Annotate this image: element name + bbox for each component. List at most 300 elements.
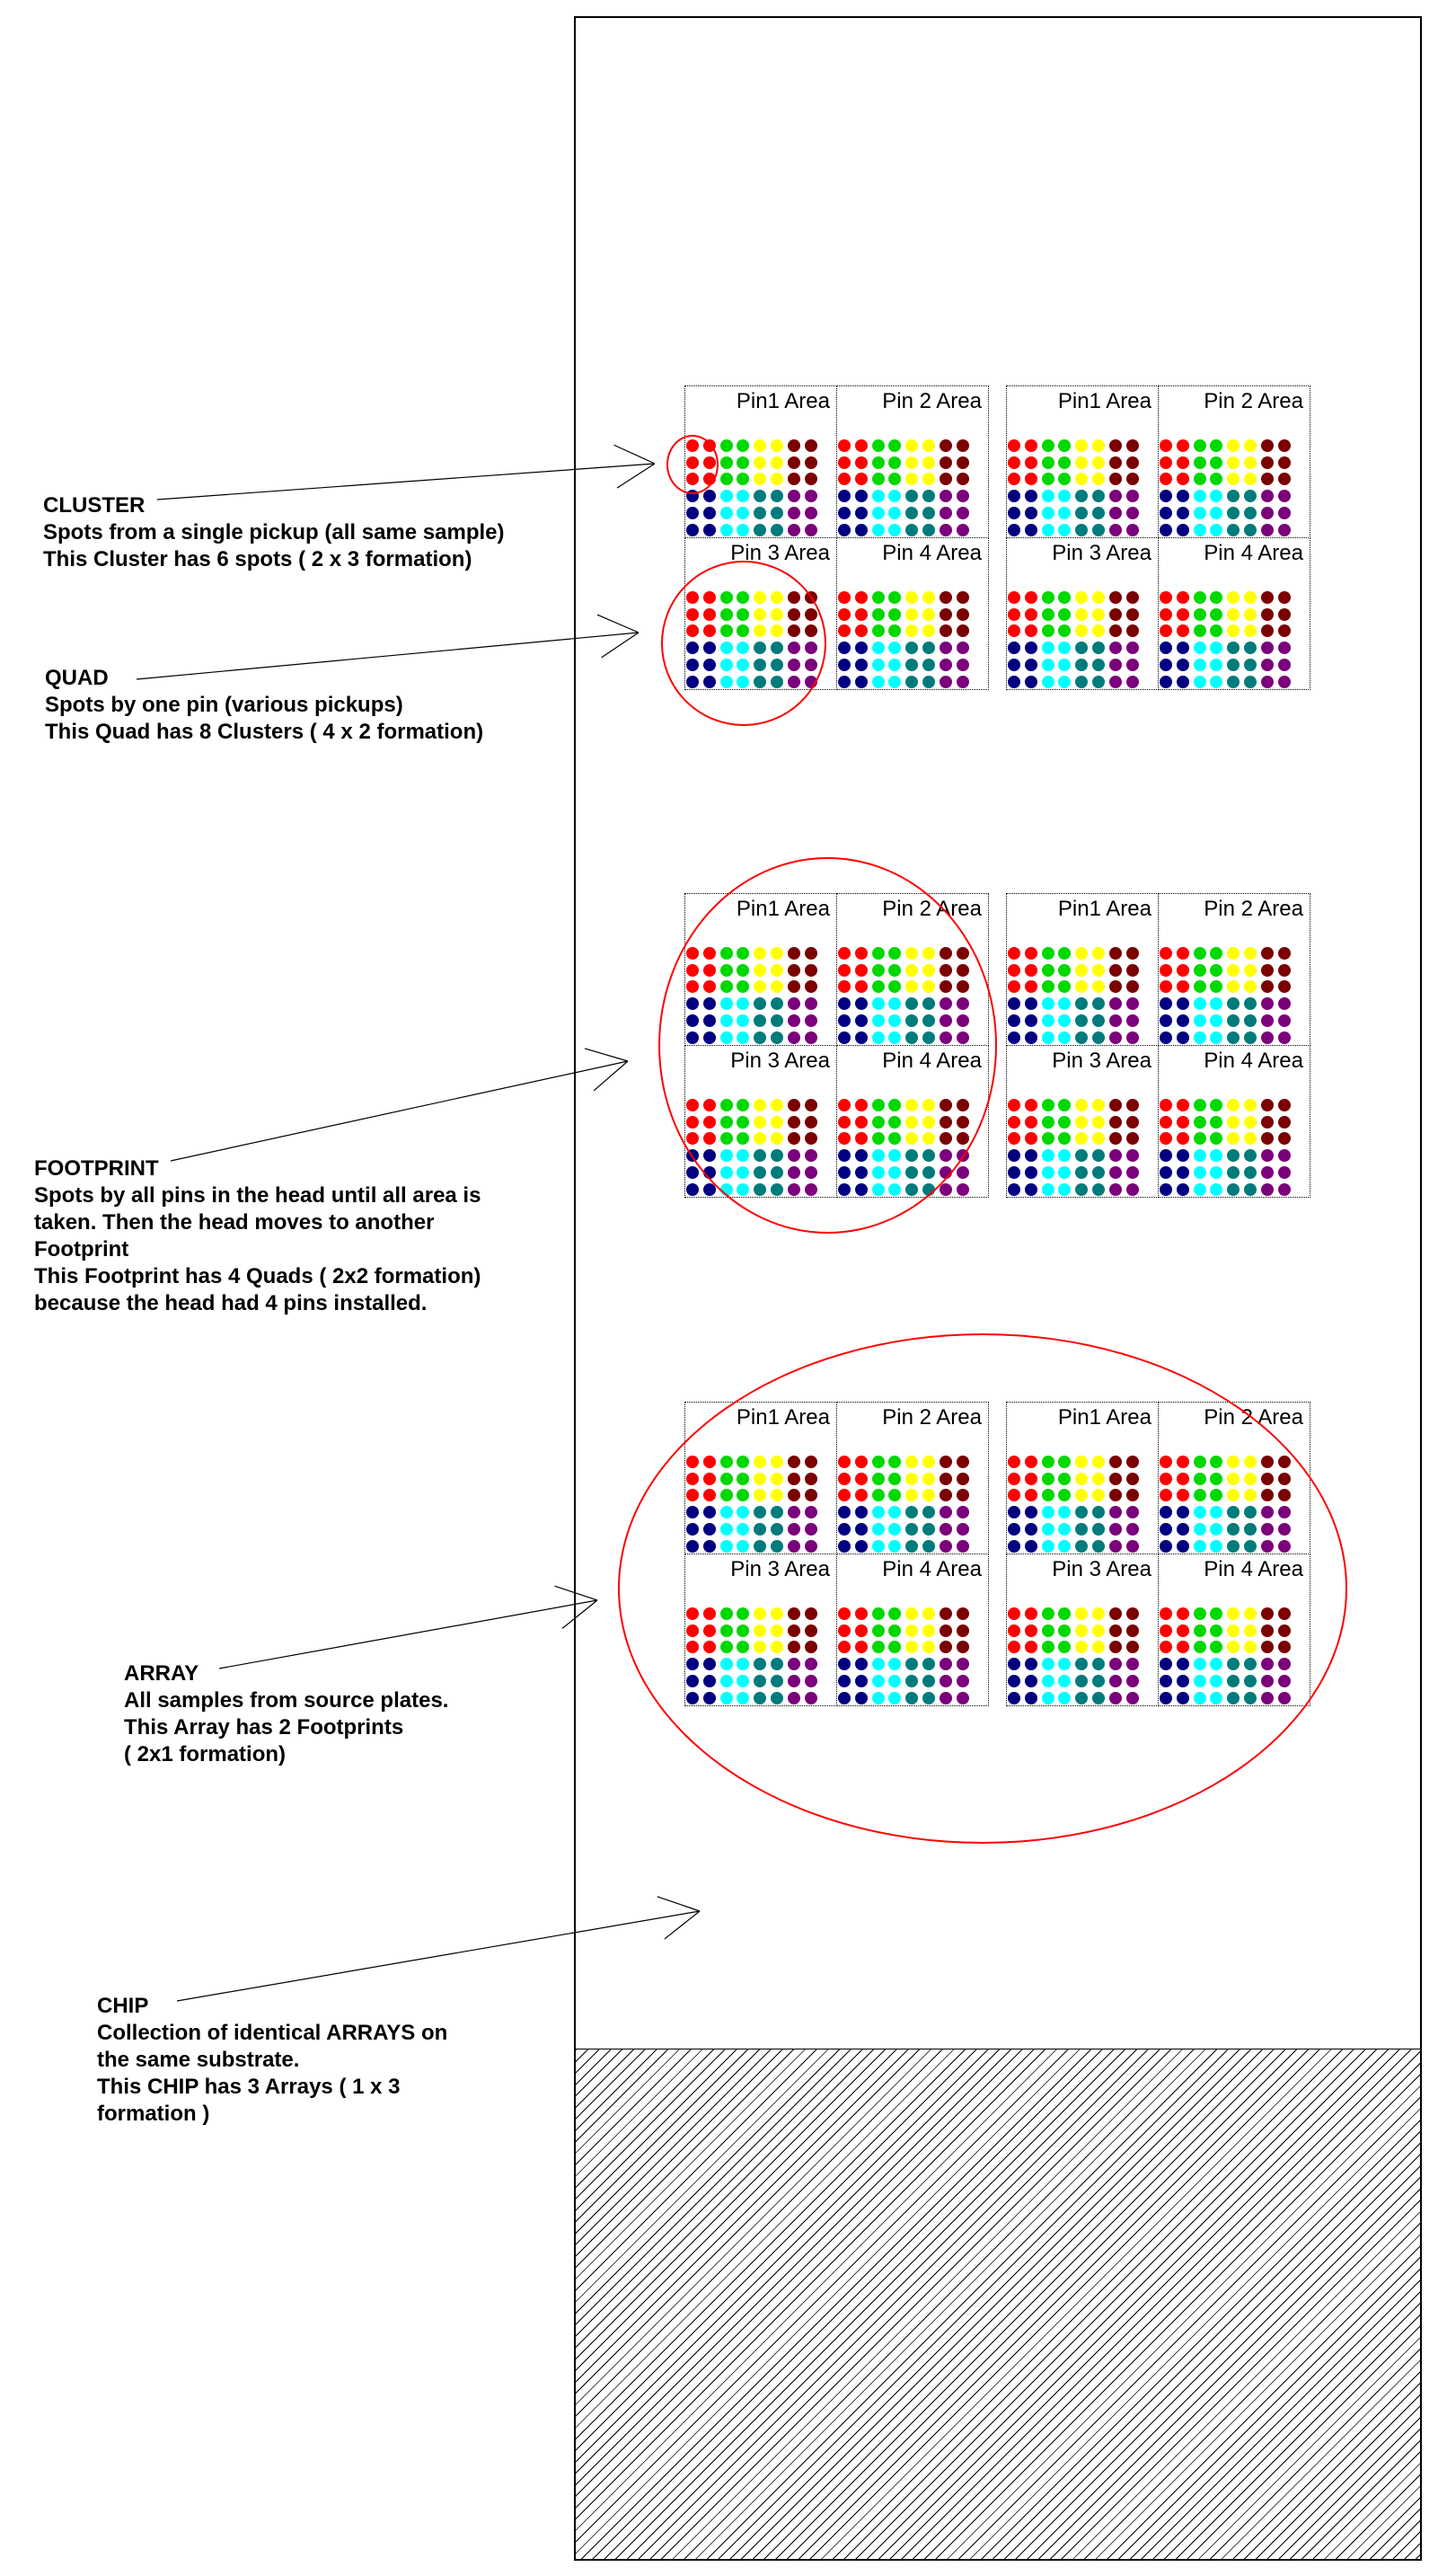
sample-spot (1109, 1183, 1122, 1196)
sample-spot (922, 591, 935, 604)
sample-spot (922, 659, 935, 671)
sample-spot (1075, 624, 1088, 637)
sample-spot (737, 524, 749, 536)
sample-spot (1177, 608, 1189, 621)
sample-spot (1177, 524, 1189, 536)
annotation-footprint-line: Footprint (34, 1237, 129, 1261)
annotation-footprint (34, 1155, 481, 1317)
sample-spot (1261, 1166, 1274, 1179)
sample-spot (1278, 1132, 1291, 1145)
sample-spot (1177, 507, 1189, 519)
sample-spot (1244, 642, 1257, 654)
sample-spot (1075, 997, 1088, 1010)
sample-spot (838, 490, 851, 502)
sample-spot (922, 608, 935, 621)
sample-spot (1210, 676, 1222, 688)
sample-spot (1160, 947, 1172, 960)
sample-spot (1025, 1166, 1037, 1179)
sample-spot (1177, 1014, 1189, 1027)
pin-area-label: Pin1 Area (1057, 1405, 1151, 1430)
sample-spot (957, 624, 969, 637)
sample-spot (1177, 1183, 1189, 1196)
sample-spot (1042, 456, 1054, 469)
sample-spot (1025, 473, 1037, 485)
sample-spot (1008, 947, 1020, 960)
sample-spot (1042, 1166, 1054, 1179)
sample-spot (1058, 490, 1071, 502)
sample-spot (1194, 1099, 1206, 1111)
sample-spot (872, 490, 885, 502)
sample-spot (855, 608, 868, 621)
sample-spot (1227, 659, 1240, 671)
sample-spot (1025, 608, 1037, 621)
sample-spot (1075, 1149, 1088, 1162)
sample-spot (1278, 473, 1291, 485)
sample-spot (1008, 1166, 1020, 1179)
sample-spot (1261, 1132, 1274, 1145)
sample-spot (1210, 591, 1222, 604)
sample-spot (1025, 1014, 1037, 1027)
sample-spot (1278, 947, 1291, 960)
sample-spot (1261, 659, 1274, 671)
sample-spot (1109, 1116, 1122, 1129)
annotation-array-heading: ARRAY (124, 1661, 199, 1686)
sample-spot (922, 439, 935, 452)
sample-spot (720, 473, 733, 485)
sample-spot (1194, 947, 1206, 960)
sample-spot (1278, 490, 1291, 502)
sample-spot (1109, 980, 1122, 993)
pin-area-label: Pin 3 Area (730, 1049, 830, 1073)
sample-spot (754, 456, 766, 469)
sample-spot (838, 473, 851, 485)
sample-spot (1160, 490, 1172, 502)
sample-spot (805, 439, 817, 452)
sample-spot (1092, 642, 1105, 654)
sample-spot (1244, 473, 1257, 485)
sample-spot (1109, 608, 1122, 621)
sample-spot (686, 1183, 699, 1196)
sample-spot (888, 624, 901, 637)
sample-spot (1210, 1183, 1222, 1196)
sample-spot (1244, 1099, 1257, 1111)
sample-spot (888, 524, 901, 536)
sample-spot (1058, 980, 1071, 993)
sample-spot (1227, 456, 1240, 469)
sample-spot (1008, 507, 1020, 519)
sample-spot (1092, 980, 1105, 993)
sample-spot (805, 473, 817, 485)
sample-spot (855, 659, 868, 671)
sample-spot (1058, 642, 1071, 654)
sample-spot (1042, 524, 1054, 536)
sample-spot (1244, 1166, 1257, 1179)
sample-spot (1042, 1132, 1054, 1145)
sample-spot (1261, 1031, 1274, 1044)
sample-spot (1177, 439, 1189, 452)
sample-spot (1177, 1031, 1189, 1044)
sample-spot (1278, 624, 1291, 637)
sample-spot (1126, 997, 1139, 1010)
annotation-footprint-line: Spots by all pins in the head until all area is (34, 1183, 481, 1208)
sample-spot (1008, 964, 1020, 977)
sample-spot (1278, 591, 1291, 604)
sample-spot (1244, 947, 1257, 960)
sample-spot (838, 524, 851, 536)
sample-spot (872, 524, 885, 536)
sample-spot (788, 490, 800, 502)
sample-spot (720, 456, 733, 469)
sample-spot (1042, 1149, 1054, 1162)
sample-spot (720, 490, 733, 502)
sample-spot (1109, 624, 1122, 637)
sample-spot (1075, 1099, 1088, 1111)
sample-spot (1261, 473, 1274, 485)
sample-spot (771, 473, 783, 485)
sample-spot (888, 473, 901, 485)
sample-spot (1227, 1183, 1240, 1196)
sample-spot (957, 676, 969, 688)
sample-spot (1278, 608, 1291, 621)
sample-spot (1177, 1149, 1189, 1162)
sample-spot (1126, 964, 1139, 977)
sample-spot (905, 507, 918, 519)
sample-spot (1058, 591, 1071, 604)
sample-spot (1227, 1116, 1240, 1129)
sample-spot (1042, 997, 1054, 1010)
sample-spot (771, 456, 783, 469)
sample-spot (805, 456, 817, 469)
sample-spot (905, 659, 918, 671)
sample-spot (1075, 456, 1088, 469)
sample-spot (905, 591, 918, 604)
sample-spot (1177, 980, 1189, 993)
sample-spot (1075, 591, 1088, 604)
sample-spot (1244, 608, 1257, 621)
annotation-chip-line: formation ) (97, 2102, 210, 2126)
sample-spot (1092, 1014, 1105, 1027)
sample-spot (940, 591, 952, 604)
sample-spot (855, 507, 868, 519)
sample-spot (1092, 997, 1105, 1010)
sample-spot (1109, 1099, 1122, 1111)
sample-spot (905, 490, 918, 502)
pin-area (1006, 537, 1159, 690)
sample-spot (1160, 439, 1172, 452)
sample-spot (838, 642, 851, 654)
sample-spot (1278, 1149, 1291, 1162)
sample-spot (737, 473, 749, 485)
sample-spot (872, 676, 885, 688)
sample-spot (1210, 490, 1222, 502)
pin-area-label: Pin 2 Area (882, 897, 982, 921)
sample-spot (1058, 1031, 1071, 1044)
sample-spot (1160, 507, 1172, 519)
sample-spot (1126, 439, 1139, 452)
sample-spot (1126, 591, 1139, 604)
sample-spot (855, 624, 868, 637)
pin-area-label: Pin 2 Area (882, 1405, 982, 1430)
sample-spot (1261, 1099, 1274, 1111)
sample-spot (1160, 624, 1172, 637)
sample-spot (1092, 964, 1105, 977)
sample-spot (1008, 439, 1020, 452)
sample-spot (1210, 1031, 1222, 1044)
annotation-chip-line: This CHIP has 3 Arrays ( 1 x 3 (97, 2075, 401, 2099)
pin-area-label: Pin 3 Area (1052, 1557, 1151, 1581)
pin-area-label: Pin 3 Area (1052, 1049, 1151, 1073)
sample-spot (1126, 642, 1139, 654)
sample-spot (720, 507, 733, 519)
sample-spot (922, 624, 935, 637)
pin-area-label: Pin 4 Area (1204, 541, 1303, 565)
pin-area-label: Pin 4 Area (882, 1049, 982, 1073)
sample-spot (1042, 608, 1054, 621)
sample-spot (1025, 980, 1037, 993)
sample-spot (922, 456, 935, 469)
sample-spot (1008, 490, 1020, 502)
sample-spot (1261, 1149, 1274, 1162)
sample-spot (1126, 980, 1139, 993)
sample-spot (1278, 964, 1291, 977)
sample-spot (1008, 1149, 1020, 1162)
sample-spot (1261, 591, 1274, 604)
sample-spot (905, 624, 918, 637)
pin-area (836, 537, 989, 690)
sample-spot (1126, 1149, 1139, 1162)
annotation-array-line: This Array has 2 Footprints (124, 1715, 404, 1739)
sample-spot (1244, 1132, 1257, 1145)
annotation-footprint-line: taken. Then the head moves to another (34, 1210, 435, 1235)
sample-spot (1194, 1031, 1206, 1044)
sample-spot (855, 642, 868, 654)
sample-spot (805, 490, 817, 502)
sample-spot (1109, 947, 1122, 960)
sample-spot (1177, 490, 1189, 502)
sample-spot (1042, 1031, 1054, 1044)
sample-spot (940, 624, 952, 637)
pin-area-label: Pin 2 Area (882, 389, 982, 413)
sample-spot (1227, 1099, 1240, 1111)
sample-spot (1194, 507, 1206, 519)
sample-spot (838, 456, 851, 469)
sample-spot (1210, 507, 1222, 519)
sample-spot (1025, 642, 1037, 654)
sample-spot (940, 439, 952, 452)
sample-spot (940, 490, 952, 502)
sample-spot (905, 524, 918, 536)
sample-spot (754, 490, 766, 502)
sample-spot (1177, 624, 1189, 637)
sample-spot (855, 591, 868, 604)
sample-spot (1126, 659, 1139, 671)
sample-spot (940, 659, 952, 671)
pin-area (1006, 1045, 1159, 1198)
sample-spot (1008, 608, 1020, 621)
sample-spot (1177, 642, 1189, 654)
sample-spot (1244, 1183, 1257, 1196)
sample-spot (940, 507, 952, 519)
sample-spot (1177, 659, 1189, 671)
sample-spot (838, 659, 851, 671)
sample-spot (1210, 1014, 1222, 1027)
sample-spot (1177, 1166, 1189, 1179)
sample-spot (1227, 1149, 1240, 1162)
sample-spot (940, 608, 952, 621)
sample-spot (1092, 659, 1105, 671)
sample-spot (1025, 1183, 1037, 1196)
sample-spot (1109, 1031, 1122, 1044)
sample-spot (1244, 1149, 1257, 1162)
cluster-highlight-ellipse (666, 435, 719, 494)
sample-spot (1261, 980, 1274, 993)
sample-spot (838, 608, 851, 621)
sample-spot (771, 524, 783, 536)
sample-spot (1075, 642, 1088, 654)
sample-spot (905, 676, 918, 688)
sample-spot (1042, 507, 1054, 519)
sample-spot (1042, 1116, 1054, 1129)
sample-spot (1160, 964, 1172, 977)
pin-area (1158, 537, 1310, 690)
sample-spot (1210, 1132, 1222, 1145)
pin-area (1006, 893, 1159, 1046)
sample-spot (1126, 1183, 1139, 1196)
sample-spot (888, 676, 901, 688)
sample-spot (1160, 456, 1172, 469)
sample-spot (1227, 1132, 1240, 1145)
sample-spot (1194, 490, 1206, 502)
sample-spot (1075, 676, 1088, 688)
sample-spot (1278, 642, 1291, 654)
sample-spot (1210, 997, 1222, 1010)
sample-spot (754, 473, 766, 485)
sample-spot (1025, 456, 1037, 469)
sample-spot (1126, 507, 1139, 519)
sample-spot (1058, 524, 1071, 536)
sample-spot (1025, 591, 1037, 604)
array-highlight-ellipse (618, 1333, 1347, 1844)
sample-spot (872, 439, 885, 452)
sample-spot (1109, 1166, 1122, 1179)
sample-spot (1058, 676, 1071, 688)
sample-spot (1008, 1132, 1020, 1145)
sample-spot (1210, 947, 1222, 960)
sample-spot (686, 524, 699, 536)
pin-area (1158, 385, 1310, 538)
sample-spot (1227, 624, 1240, 637)
sample-spot (1210, 524, 1222, 536)
sample-spot (1194, 1132, 1206, 1145)
sample-spot (940, 676, 952, 688)
sample-spot (922, 676, 935, 688)
sample-spot (1008, 524, 1020, 536)
sample-spot (1008, 676, 1020, 688)
spot-grid (1008, 439, 1141, 536)
sample-spot (1092, 1116, 1105, 1129)
sample-spot (1075, 947, 1088, 960)
sample-spot (1008, 1183, 1020, 1196)
pin-area-label: Pin1 Area (736, 389, 830, 413)
sample-spot (905, 642, 918, 654)
sample-spot (1025, 624, 1037, 637)
sample-spot (1194, 1183, 1206, 1196)
pin-area-label: Pin1 Area (736, 897, 830, 921)
sample-spot (1042, 659, 1054, 671)
sample-spot (1210, 964, 1222, 977)
sample-spot (957, 524, 969, 536)
sample-spot (1075, 659, 1088, 671)
sample-spot (703, 507, 716, 519)
sample-spot (1194, 642, 1206, 654)
sample-spot (1126, 1132, 1139, 1145)
pin-area-label: Pin 4 Area (1204, 1557, 1303, 1581)
sample-spot (1025, 490, 1037, 502)
spot-grid (838, 439, 971, 536)
sample-spot (1194, 473, 1206, 485)
sample-spot (1261, 676, 1274, 688)
sample-spot (1109, 1149, 1122, 1162)
sample-spot (1244, 624, 1257, 637)
sample-spot (1261, 1183, 1274, 1196)
sample-spot (1092, 456, 1105, 469)
spot-grid (838, 591, 971, 688)
sample-spot (1177, 964, 1189, 977)
sample-spot (1058, 608, 1071, 621)
spot-grid (1160, 1099, 1293, 1196)
pin-area-label: Pin 3 Area (730, 1557, 830, 1581)
sample-spot (922, 524, 935, 536)
sample-spot (1227, 473, 1240, 485)
sample-spot (1160, 1031, 1172, 1044)
sample-spot (940, 524, 952, 536)
sample-spot (1194, 659, 1206, 671)
sample-spot (771, 439, 783, 452)
sample-spot (1261, 642, 1274, 654)
sample-spot (1075, 1183, 1088, 1196)
sample-spot (1058, 1132, 1071, 1145)
sample-spot (1160, 1116, 1172, 1129)
sample-spot (1278, 1031, 1291, 1044)
sample-spot (1025, 524, 1037, 536)
sample-spot (1177, 473, 1189, 485)
sample-spot (1025, 659, 1037, 671)
sample-spot (1109, 456, 1122, 469)
sample-spot (1194, 439, 1206, 452)
sample-spot (1008, 659, 1020, 671)
sample-spot (940, 473, 952, 485)
sample-spot (1008, 473, 1020, 485)
sample-spot (1092, 676, 1105, 688)
sample-spot (1227, 439, 1240, 452)
sample-spot (872, 624, 885, 637)
sample-spot (1126, 608, 1139, 621)
sample-spot (1042, 964, 1054, 977)
sample-spot (1126, 1099, 1139, 1111)
array-arrow-icon (219, 1586, 597, 1669)
sample-spot (1278, 507, 1291, 519)
sample-spot (1126, 1116, 1139, 1129)
sample-spot (1075, 524, 1088, 536)
sample-spot (703, 490, 716, 502)
sample-spot (872, 507, 885, 519)
sample-spot (771, 490, 783, 502)
sample-spot (957, 608, 969, 621)
sample-spot (754, 439, 766, 452)
sample-spot (1092, 1099, 1105, 1111)
sample-spot (1109, 676, 1122, 688)
sample-spot (1227, 980, 1240, 993)
